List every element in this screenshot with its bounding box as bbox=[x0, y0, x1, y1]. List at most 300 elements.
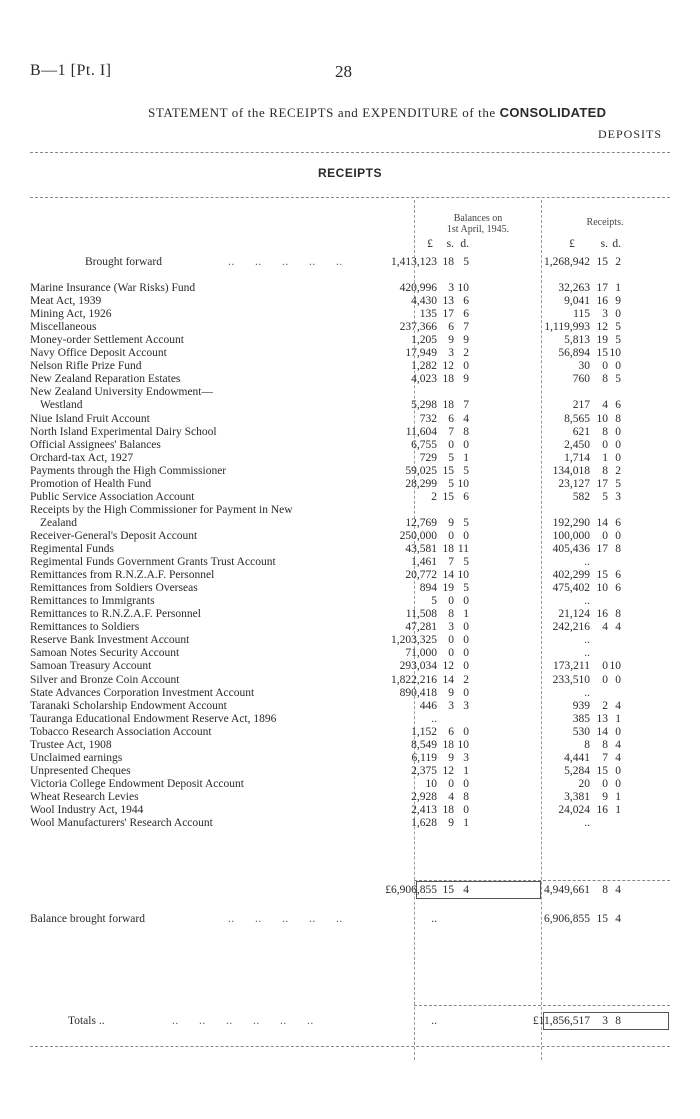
table-row bbox=[0, 634, 700, 646]
rec-pounds: 1,714 bbox=[564, 451, 590, 464]
rec-pence: 2 bbox=[615, 464, 621, 477]
rec-shillings: 0 bbox=[602, 360, 608, 373]
row-label: Remittances to Soldiers bbox=[30, 621, 140, 634]
rec-pence: 6 bbox=[615, 582, 621, 595]
bal-pounds: 1,203,325 bbox=[391, 634, 437, 647]
table-row bbox=[0, 621, 700, 633]
rec-pounds: 1,119,993 bbox=[544, 321, 590, 334]
rec-shillings: 15 bbox=[596, 347, 608, 360]
bal-pence: 9 bbox=[463, 373, 469, 386]
bal-shillings: 3 bbox=[448, 699, 454, 712]
rec-shillings: 3 bbox=[602, 1015, 608, 1027]
bal-pounds: 11,508 bbox=[405, 608, 437, 621]
table-row bbox=[0, 660, 700, 672]
row-label: Remittances to R.N.Z.A.F. Personnel bbox=[30, 608, 201, 621]
statement-title-line2: DEPOSITS bbox=[597, 127, 662, 141]
rec-pence: 1 bbox=[615, 712, 621, 725]
page-header-left: B—1 [Pt. I] bbox=[30, 62, 112, 79]
bal-pounds: 5,298 bbox=[411, 399, 437, 412]
bal-pounds: 20,772 bbox=[405, 569, 437, 582]
rec-shillings: 14 bbox=[596, 725, 608, 738]
rec-pounds: 5,284 bbox=[564, 764, 590, 777]
rec-pounds: 115 bbox=[573, 308, 590, 321]
totals-row bbox=[0, 1015, 700, 1027]
table-row bbox=[0, 804, 700, 816]
rec-shillings: 14 bbox=[596, 516, 608, 529]
bal-shillings-unit: s. bbox=[446, 238, 454, 250]
bal-shillings: 3 bbox=[448, 282, 454, 294]
table-row bbox=[0, 543, 700, 555]
rec-shillings: 10 bbox=[596, 412, 608, 425]
bal-pounds: 47,281 bbox=[405, 621, 437, 634]
table-row bbox=[0, 465, 700, 477]
bal-pence: 0 bbox=[463, 360, 469, 373]
rec-pounds: 582 bbox=[572, 490, 590, 503]
rec-pounds: .. bbox=[584, 634, 590, 647]
rec-shillings: 0 bbox=[602, 660, 608, 673]
rec-shillings: 0 bbox=[602, 529, 608, 542]
row-label: Receipts by the High Commissioner for Payment in New bbox=[30, 503, 293, 516]
bal-pence: 5 bbox=[463, 516, 469, 529]
rec-pence: 1 bbox=[615, 790, 621, 803]
rec-pounds: 8,565 bbox=[564, 412, 590, 425]
bal-shillings: 0 bbox=[448, 777, 454, 790]
rec-pence: 0 bbox=[615, 425, 621, 438]
units-row bbox=[0, 238, 700, 250]
row-label: Totals .. bbox=[68, 1015, 105, 1027]
rec-shillings: 15 bbox=[596, 913, 608, 925]
bal-pounds: 4,023 bbox=[411, 373, 437, 386]
table-row bbox=[0, 439, 700, 451]
table-row bbox=[0, 765, 700, 777]
table-row bbox=[0, 373, 700, 385]
rec-shillings: 3 bbox=[602, 308, 608, 321]
rec-shillings: 16 bbox=[596, 295, 608, 308]
rec-pence: 10 bbox=[609, 347, 621, 360]
row-leader-dots: .. .. .. .. .. .. bbox=[172, 1015, 314, 1027]
rec-pence: 5 bbox=[615, 477, 621, 490]
rec-pounds: 402,299 bbox=[552, 569, 590, 582]
row-label: Navy Office Deposit Account bbox=[30, 347, 167, 360]
bal-pounds: £6,906,855 bbox=[385, 884, 437, 896]
rec-pence: 5 bbox=[615, 373, 621, 386]
bal-pence: 2 bbox=[463, 673, 469, 686]
bal-pounds: 6,119 bbox=[411, 751, 437, 764]
row-label: Wheat Research Levies bbox=[30, 790, 139, 803]
rec-pounds: 2,450 bbox=[564, 438, 590, 451]
rec-pounds: 475,402 bbox=[552, 582, 590, 595]
rec-pounds: .. bbox=[584, 817, 590, 830]
rec-shillings: 9 bbox=[602, 790, 608, 803]
row-leader-dots: .. .. .. .. .. bbox=[228, 913, 343, 925]
rec-pence: 0 bbox=[615, 777, 621, 790]
rec-pence: 8 bbox=[615, 1015, 621, 1027]
bal-pounds: 2,413 bbox=[411, 804, 437, 816]
table-row bbox=[0, 452, 700, 464]
bal-shillings: 9 bbox=[448, 516, 454, 529]
table-top-rule bbox=[30, 197, 670, 198]
bal-pounds: 6,755 bbox=[411, 438, 437, 451]
rec-pence: 5 bbox=[615, 321, 621, 334]
table-row bbox=[0, 530, 700, 542]
table-row bbox=[0, 569, 700, 581]
table-row bbox=[0, 478, 700, 490]
bal-pence: 9 bbox=[463, 334, 469, 347]
row-label: Victoria College Endowment Deposit Account bbox=[30, 777, 244, 790]
row-label: Meat Act, 1939 bbox=[30, 295, 102, 308]
row-label: Balance brought forward bbox=[30, 913, 145, 925]
bal-shillings: 0 bbox=[448, 438, 454, 451]
rec-pence: 5 bbox=[615, 334, 621, 347]
bal-pence: 1 bbox=[463, 608, 469, 621]
bal-shillings: 0 bbox=[448, 634, 454, 647]
table-bottom-rule bbox=[30, 1046, 670, 1047]
table-row bbox=[0, 426, 700, 438]
bal-pounds: 237,366 bbox=[399, 321, 437, 334]
title-rule bbox=[30, 152, 670, 153]
table-row bbox=[0, 308, 700, 320]
row-label: State Advances Corporation Investment Account bbox=[30, 686, 255, 699]
bal-pounds: 1,822,216 bbox=[391, 673, 437, 686]
bal-shillings: 18 bbox=[442, 804, 454, 816]
rec-pence: 3 bbox=[615, 490, 621, 503]
row-label: Zealand bbox=[40, 516, 78, 529]
title-bold: CONSOLIDATED bbox=[499, 105, 607, 120]
table-row bbox=[0, 295, 700, 307]
rec-shillings: 5 bbox=[602, 490, 608, 503]
table-row bbox=[0, 700, 700, 712]
bal-shillings: 6 bbox=[448, 321, 454, 334]
rec-pounds: 3,381 bbox=[564, 790, 590, 803]
rec-pence: 0 bbox=[615, 764, 621, 777]
row-label: Public Service Association Account bbox=[30, 490, 195, 503]
brought-forward-row bbox=[0, 256, 700, 268]
balance-bf-row bbox=[0, 913, 700, 925]
bal-pence: 0 bbox=[463, 777, 469, 790]
table-row bbox=[0, 347, 700, 359]
bal-pence: 4 bbox=[463, 884, 469, 896]
row-label: Official Assignees' Balances bbox=[30, 438, 161, 451]
bal-pence: 3 bbox=[463, 751, 469, 764]
bal-shillings: 15 bbox=[442, 884, 454, 896]
table-row bbox=[0, 399, 700, 411]
rec-pounds: 24,024 bbox=[558, 804, 590, 816]
rec-shillings: 8 bbox=[602, 738, 608, 751]
table-row bbox=[0, 491, 700, 503]
rec-shillings: 7 bbox=[602, 751, 608, 764]
rec-pounds: .. bbox=[584, 686, 590, 699]
bal-pounds: 729 bbox=[419, 451, 437, 464]
bal-pence: 0 bbox=[463, 621, 469, 634]
table-row bbox=[0, 739, 700, 751]
bal-shillings: 3 bbox=[448, 621, 454, 634]
bal-pounds: 1,413,123 bbox=[391, 256, 437, 268]
rec-shillings: 19 bbox=[596, 334, 608, 347]
bal-shillings: 5 bbox=[448, 477, 454, 490]
rec-pence: 4 bbox=[615, 913, 621, 925]
bal-shillings: 3 bbox=[448, 347, 454, 360]
rec-shillings: 10 bbox=[596, 582, 608, 595]
bal-pounds: 446 bbox=[419, 699, 437, 712]
rec-pence: 0 bbox=[615, 529, 621, 542]
bal-shillings: 7 bbox=[448, 425, 454, 438]
table-row bbox=[0, 674, 700, 686]
rec-shillings: 1 bbox=[602, 451, 608, 464]
rec-shillings: 4 bbox=[602, 399, 608, 412]
bal-shillings: 6 bbox=[448, 412, 454, 425]
table-row bbox=[0, 386, 700, 398]
bal-pence: 8 bbox=[463, 425, 469, 438]
bal-shillings: 9 bbox=[448, 751, 454, 764]
rec-shillings: 17 bbox=[596, 543, 608, 555]
rec-shillings: 12 bbox=[596, 321, 608, 334]
row-label: Wool Manufacturers' Research Account bbox=[30, 817, 213, 830]
row-label: Money-order Settlement Account bbox=[30, 334, 184, 347]
rec-shillings: 13 bbox=[596, 712, 608, 725]
balances-column-head bbox=[418, 213, 538, 235]
bal-pence: 5 bbox=[463, 464, 469, 477]
page-number: 28 bbox=[335, 62, 352, 81]
rec-pounds: 621 bbox=[572, 425, 590, 438]
row-label: Taranaki Scholarship Endowment Account bbox=[30, 699, 227, 712]
bal-shillings: 18 bbox=[442, 373, 454, 386]
rec-pounds: 23,127 bbox=[558, 477, 590, 490]
rec-pence: 0 bbox=[615, 725, 621, 738]
row-label: New Zealand Reparation Estates bbox=[30, 373, 181, 386]
rec-pounds: 32,263 bbox=[558, 282, 590, 294]
table-row bbox=[0, 582, 700, 594]
table-row bbox=[0, 778, 700, 790]
row-label: Remittances to Immigrants bbox=[30, 595, 155, 608]
row-label: Brought forward bbox=[85, 256, 162, 268]
rec-pounds: 4,441 bbox=[564, 751, 590, 764]
rec-shillings: 0 bbox=[602, 673, 608, 686]
bal-pounds: 12,769 bbox=[405, 516, 437, 529]
rec-pence: 6 bbox=[615, 569, 621, 582]
receipts-column-head: Receipts. bbox=[586, 217, 624, 228]
rec-pounds: 233,510 bbox=[552, 673, 590, 686]
table-row bbox=[0, 282, 700, 294]
rec-pence: 6 bbox=[615, 399, 621, 412]
bal-shillings: 0 bbox=[448, 647, 454, 660]
rec-pounds: 20 bbox=[578, 777, 590, 790]
rec-pence: 0 bbox=[615, 360, 621, 373]
rec-shillings: 0 bbox=[602, 438, 608, 451]
row-label: Unclaimed earnings bbox=[30, 751, 123, 764]
bal-pounds: 8,549 bbox=[411, 738, 437, 751]
row-label: New Zealand University Endowment— bbox=[30, 386, 213, 399]
bal-pence: 10 bbox=[457, 738, 469, 751]
rec-pence: 8 bbox=[615, 412, 621, 425]
table-row bbox=[0, 321, 700, 333]
bal-pence: 10 bbox=[457, 282, 469, 294]
rec-pence: 10 bbox=[609, 660, 621, 673]
rec-pounds: 385 bbox=[572, 712, 590, 725]
table-row bbox=[0, 334, 700, 346]
bal-shillings: 19 bbox=[442, 582, 454, 595]
bal-pounds: 59,025 bbox=[405, 464, 437, 477]
rec-pence: 8 bbox=[615, 543, 621, 555]
rec-pounds: 8 bbox=[584, 738, 590, 751]
rec-pounds: 9,041 bbox=[564, 295, 590, 308]
rec-shillings: 16 bbox=[596, 608, 608, 621]
bal-pence: 1 bbox=[463, 817, 469, 830]
row-label: Tauranga Educational Endowment Reserve Act, 1896 bbox=[30, 712, 277, 725]
bal-shillings: 9 bbox=[448, 334, 454, 347]
rec-pounds: 134,018 bbox=[552, 464, 590, 477]
row-label: Payments through the High Commissioner bbox=[30, 464, 227, 477]
rec-pounds: 173,211 bbox=[553, 660, 590, 673]
rec-pounds: 192,290 bbox=[552, 516, 590, 529]
bal-shillings: 18 bbox=[442, 738, 454, 751]
rec-shillings: 8 bbox=[602, 884, 608, 896]
rec-pounds: 242,216 bbox=[552, 621, 590, 634]
row-label: Trustee Act, 1908 bbox=[30, 738, 112, 751]
row-label: Orchard-tax Act, 1927 bbox=[30, 451, 134, 464]
rec-pence: 4 bbox=[615, 884, 621, 896]
rec-pounds: £11,856,517 bbox=[532, 1015, 590, 1027]
rec-pounds: 939 bbox=[572, 699, 590, 712]
rec-shillings: 17 bbox=[596, 477, 608, 490]
bal-pence: 1 bbox=[463, 451, 469, 464]
rec-pounds: 405,436 bbox=[552, 543, 590, 555]
balances-head-line1: Balances on bbox=[453, 213, 503, 224]
bal-pence: 11 bbox=[457, 543, 469, 555]
rec-shillings: 17 bbox=[596, 282, 608, 294]
section-title: RECEIPTS bbox=[317, 166, 382, 180]
table-row bbox=[0, 360, 700, 372]
bal-shillings: 18 bbox=[442, 399, 454, 412]
rec-pence: 4 bbox=[615, 621, 621, 634]
bal-shillings: 13 bbox=[442, 295, 454, 308]
row-label: Receiver-General's Deposit Account bbox=[30, 529, 198, 542]
bal-pounds: 1,152 bbox=[411, 725, 437, 738]
rec-pounds: .. bbox=[584, 556, 590, 569]
rec-pounds: .. bbox=[584, 595, 590, 608]
bal-pounds: 1,282 bbox=[411, 360, 437, 373]
totals-rule bbox=[414, 1005, 670, 1006]
row-label: Mining Act, 1926 bbox=[30, 308, 112, 321]
subtotal-row bbox=[0, 884, 700, 896]
bal-pounds: 894 bbox=[419, 582, 437, 595]
bal-pence: 10 bbox=[457, 477, 469, 490]
table-row bbox=[0, 791, 700, 803]
rec-pounds: 217 bbox=[572, 399, 590, 412]
rec-shillings: 8 bbox=[602, 373, 608, 386]
bal-pounds: 1,205 bbox=[411, 334, 437, 347]
bal-pounds: 732 bbox=[419, 412, 437, 425]
rec-pence: 4 bbox=[615, 751, 621, 764]
bal-pence: 0 bbox=[463, 529, 469, 542]
bal-pounds: 2,375 bbox=[411, 764, 437, 777]
rec-pounds: 6,906,855 bbox=[544, 913, 590, 925]
row-label: Westland bbox=[40, 399, 83, 412]
row-label: Marine Insurance (War Risks) Fund bbox=[30, 282, 196, 294]
bal-shillings: 6 bbox=[448, 725, 454, 738]
rec-pence: 9 bbox=[615, 295, 621, 308]
bal-pence: 0 bbox=[463, 438, 469, 451]
rec-shillings: 16 bbox=[596, 804, 608, 816]
rec-shillings: 0 bbox=[602, 777, 608, 790]
bal-pounds: 1,461 bbox=[411, 556, 437, 569]
bal-shillings: 14 bbox=[442, 569, 454, 582]
bal-shillings: 9 bbox=[448, 817, 454, 830]
rec-shillings: 15 bbox=[596, 256, 608, 268]
rec-shillings: 8 bbox=[602, 464, 608, 477]
row-label: Remittances from R.N.Z.A.F. Personnel bbox=[30, 569, 215, 582]
bal-pence: 8 bbox=[463, 790, 469, 803]
rec-pence: 0 bbox=[615, 308, 621, 321]
rec-pounds: .. bbox=[584, 647, 590, 660]
bal-pence: 4 bbox=[463, 412, 469, 425]
row-label: North Island Experimental Dairy School bbox=[30, 425, 217, 438]
bal-pence: 10 bbox=[457, 569, 469, 582]
bal-pence: 7 bbox=[463, 321, 469, 334]
bal-pence: 1 bbox=[463, 764, 469, 777]
bal-shillings: 12 bbox=[442, 764, 454, 777]
rec-shillings-unit: s. bbox=[600, 238, 608, 250]
rec-pence: 0 bbox=[615, 438, 621, 451]
bal-pence: 0 bbox=[463, 595, 469, 608]
row-label: Wool Industry Act, 1944 bbox=[30, 804, 144, 816]
row-label: Niue Island Fruit Account bbox=[30, 412, 150, 425]
bal-pence: 3 bbox=[463, 699, 469, 712]
bal-pence-unit: d. bbox=[460, 238, 469, 250]
bal-pounds: 293,034 bbox=[399, 660, 437, 673]
bal-shillings: 0 bbox=[448, 529, 454, 542]
rec-pounds: 100,000 bbox=[552, 529, 590, 542]
bal-shillings: 0 bbox=[448, 595, 454, 608]
rec-pounds: 56,894 bbox=[558, 347, 590, 360]
rec-pounds: 1,268,942 bbox=[544, 256, 590, 268]
bal-pounds: .. bbox=[431, 712, 437, 725]
rec-pounds: 30 bbox=[578, 360, 590, 373]
table-row bbox=[0, 817, 700, 829]
table-row bbox=[0, 413, 700, 425]
bal-pounds: 71,000 bbox=[405, 647, 437, 660]
bal-pence: 5 bbox=[463, 556, 469, 569]
bal-shillings: 5 bbox=[448, 451, 454, 464]
rec-pence: 2 bbox=[615, 256, 621, 268]
bal-pence: 0 bbox=[463, 804, 469, 816]
row-label: Regimental Funds bbox=[30, 543, 115, 555]
bal-shillings: 7 bbox=[448, 556, 454, 569]
bal-shillings: 4 bbox=[448, 790, 454, 803]
row-label: Miscellaneous bbox=[30, 321, 97, 334]
table-row bbox=[0, 608, 700, 620]
bal-pounds: 28,299 bbox=[405, 477, 437, 490]
rec-pence: 0 bbox=[615, 673, 621, 686]
title-prefix: STATEMENT of the RECEIPTS and EXPENDITURE of the bbox=[148, 105, 496, 120]
row-label: Samoan Treasury Account bbox=[30, 660, 152, 673]
table-row bbox=[0, 687, 700, 699]
table-row bbox=[0, 647, 700, 659]
bal-pence: 6 bbox=[463, 490, 469, 503]
rec-shillings: 2 bbox=[602, 699, 608, 712]
rec-pounds: 21,124 bbox=[558, 608, 590, 621]
row-label: Tobacco Research Association Account bbox=[30, 725, 212, 738]
table-row bbox=[0, 517, 700, 529]
bal-shillings: 15 bbox=[442, 490, 454, 503]
row-label: Samoan Notes Security Account bbox=[30, 647, 180, 660]
balances-head-line2: 1st April, 1945. bbox=[446, 224, 510, 235]
table-row bbox=[0, 504, 700, 516]
table-row bbox=[0, 713, 700, 725]
bal-pounds: 890,418 bbox=[399, 686, 437, 699]
bal-shillings: 18 bbox=[442, 543, 454, 555]
bal-pence: 6 bbox=[463, 295, 469, 308]
rec-pence: 0 bbox=[615, 451, 621, 464]
